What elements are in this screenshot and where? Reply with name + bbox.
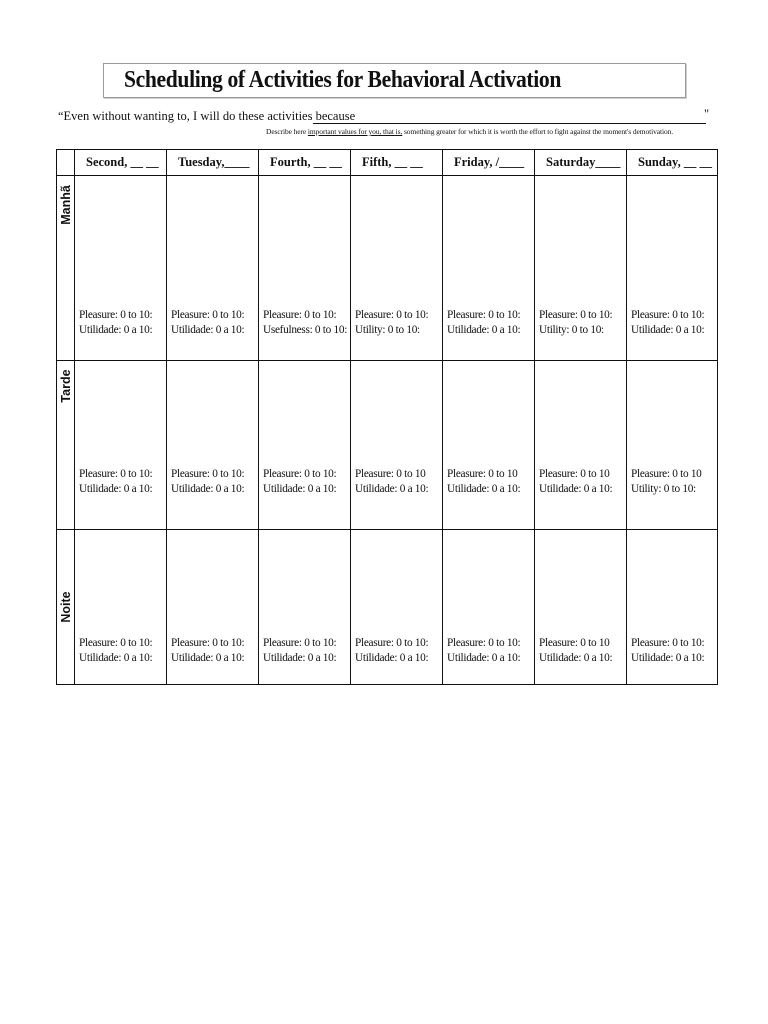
pleasure-rating-label: Pleasure: 0 to 10:: [447, 637, 521, 649]
period-row: [57, 176, 718, 361]
pleasure-rating-label: Pleasure: 0 to 10: [539, 637, 610, 649]
pleasure-rating-label: Pleasure: 0 to 10:: [171, 637, 245, 649]
pleasure-rating-label: Pleasure: 0 to 10:: [79, 309, 153, 321]
activity-cell[interactable]: [627, 361, 718, 530]
utility-rating-label: Utilidade: 0 a 10:: [447, 483, 521, 495]
utility-rating-label: Utilidade: 0 a 10:: [355, 483, 429, 495]
activity-cell[interactable]: [75, 530, 167, 685]
rating-block: [631, 467, 702, 497]
utility-rating-label: Utilidade: 0 a 10:: [539, 652, 613, 664]
utility-rating-label: Utilidade: 0 a 10:: [447, 324, 521, 336]
rating-block: [171, 467, 244, 497]
hint-text-underlined: important values for you, that is,: [307, 127, 403, 136]
pleasure-rating-label: Pleasure: 0 to 10:: [631, 637, 705, 649]
utility-rating-label: Utilidade: 0 a 10:: [631, 324, 705, 336]
activity-cell[interactable]: [167, 530, 259, 685]
utility-rating-label: Utilidade: 0 a 10:: [79, 483, 153, 495]
day-header: Saturday____: [535, 150, 627, 176]
rating-block: [355, 308, 428, 338]
utility-rating-label: Utilidade: 0 a 10:: [171, 324, 245, 336]
activity-cell[interactable]: [627, 530, 718, 685]
day-header: Sunday, __ __: [627, 150, 718, 176]
motivation-hint: [266, 127, 673, 136]
period-cell: [57, 176, 75, 361]
activity-cell[interactable]: [443, 530, 535, 685]
utility-rating-label: Utilidade: 0 a 10:: [171, 652, 245, 664]
period-cell: [57, 530, 75, 685]
period-label: Noite: [58, 591, 73, 623]
pleasure-rating-label: Pleasure: 0 to 10: [631, 468, 702, 480]
rating-block: [539, 467, 612, 497]
pleasure-rating-label: Pleasure: 0 to 10:: [539, 309, 613, 321]
rating-block: [263, 636, 336, 666]
pleasure-rating-label: Pleasure: 0 to 10:: [447, 309, 521, 321]
utility-rating-label: Utilidade: 0 a 10:: [263, 483, 337, 495]
utility-rating-label: Utilidade: 0 a 10:: [171, 483, 245, 495]
motivation-close-quote: ": [704, 107, 710, 121]
rating-block: [447, 467, 520, 497]
page-title: Scheduling of Activities for Behavioral Activation: [124, 67, 562, 93]
day-header: Fifth, __ __: [351, 150, 443, 176]
title-box: [103, 63, 686, 98]
pleasure-rating-label: Pleasure: 0 to 10:: [355, 309, 429, 321]
activity-cell[interactable]: [75, 176, 167, 361]
utility-rating-label: Utilidade: 0 a 10:: [539, 483, 613, 495]
activity-cell[interactable]: [535, 361, 627, 530]
rating-block: [263, 308, 347, 338]
rating-block: [355, 467, 428, 497]
rating-block: [447, 636, 520, 666]
rating-block: [263, 467, 336, 497]
utility-rating-label: Utility: 0 to 10:: [539, 324, 604, 336]
pleasure-rating-label: Pleasure: 0 to 10:: [171, 468, 245, 480]
day-header-row: [57, 150, 718, 176]
rating-block: [539, 308, 612, 338]
activity-cell[interactable]: [627, 176, 718, 361]
rating-block: [171, 636, 244, 666]
activity-cell[interactable]: [351, 361, 443, 530]
pleasure-rating-label: Pleasure: 0 to 10:: [263, 309, 337, 321]
rating-block: [631, 308, 704, 338]
pleasure-rating-label: Pleasure: 0 to 10: [355, 468, 426, 480]
activity-cell[interactable]: [535, 530, 627, 685]
day-header: Tuesday,____: [167, 150, 259, 176]
activity-cell[interactable]: [259, 176, 351, 361]
rating-block: [447, 308, 520, 338]
hint-text-after: something greater for which it is worth the effort to fight against the moment's demotivation.: [402, 127, 674, 136]
utility-rating-label: Utilidade: 0 a 10:: [355, 652, 429, 664]
utility-rating-label: Utility: 0 to 10:: [631, 483, 696, 495]
activity-cell[interactable]: [443, 361, 535, 530]
day-header: Friday, /____: [443, 150, 535, 176]
activity-cell[interactable]: [167, 176, 259, 361]
activity-cell[interactable]: [259, 361, 351, 530]
pleasure-rating-label: Pleasure: 0 to 10:: [263, 637, 337, 649]
activity-cell[interactable]: [259, 530, 351, 685]
activity-cell[interactable]: [75, 361, 167, 530]
rating-block: [79, 308, 152, 338]
period-row: [57, 361, 718, 530]
rating-block: [631, 636, 704, 666]
hint-text-before: Describe here: [266, 127, 308, 136]
activity-cell[interactable]: [535, 176, 627, 361]
pleasure-rating-label: Pleasure: 0 to 10:: [171, 309, 245, 321]
header-corner: [57, 150, 75, 176]
period-row: [57, 530, 718, 685]
rating-block: [171, 308, 244, 338]
activity-cell[interactable]: [351, 530, 443, 685]
pleasure-rating-label: Pleasure: 0 to 10:: [79, 637, 153, 649]
activity-cell[interactable]: [351, 176, 443, 361]
period-label: Manhã: [58, 185, 73, 225]
utility-rating-label: Utilidade: 0 a 10:: [79, 652, 153, 664]
day-header: Fourth, __ __: [259, 150, 351, 176]
activity-cell[interactable]: [443, 176, 535, 361]
rating-block: [79, 636, 152, 666]
rating-block: [355, 636, 428, 666]
motivation-statement: [58, 109, 708, 127]
day-header: Second, __ __: [75, 150, 167, 176]
schedule-table: [56, 149, 718, 685]
pleasure-rating-label: Pleasure: 0 to 10:: [263, 468, 337, 480]
pleasure-rating-label: Pleasure: 0 to 10: [447, 468, 518, 480]
utility-rating-label: Utilidade: 0 a 10:: [263, 652, 337, 664]
utility-rating-label: Utility: 0 to 10:: [355, 324, 420, 336]
activity-cell[interactable]: [167, 361, 259, 530]
period-cell: [57, 361, 75, 530]
pleasure-rating-label: Pleasure: 0 to 10: [539, 468, 610, 480]
period-label: Tarde: [58, 369, 73, 403]
utility-rating-label: Usefulness: 0 to 10:: [263, 324, 348, 336]
motivation-lead-text: “Even without wanting to, I will do these activities because: [58, 109, 356, 123]
pleasure-rating-label: Pleasure: 0 to 10:: [79, 468, 153, 480]
pleasure-rating-label: Pleasure: 0 to 10:: [631, 309, 705, 321]
utility-rating-label: Utilidade: 0 a 10:: [631, 652, 705, 664]
utility-rating-label: Utilidade: 0 a 10:: [447, 652, 521, 664]
motivation-blank-line[interactable]: [313, 123, 706, 124]
utility-rating-label: Utilidade: 0 a 10:: [79, 324, 153, 336]
rating-block: [539, 636, 612, 666]
pleasure-rating-label: Pleasure: 0 to 10:: [355, 637, 429, 649]
rating-block: [79, 467, 152, 497]
